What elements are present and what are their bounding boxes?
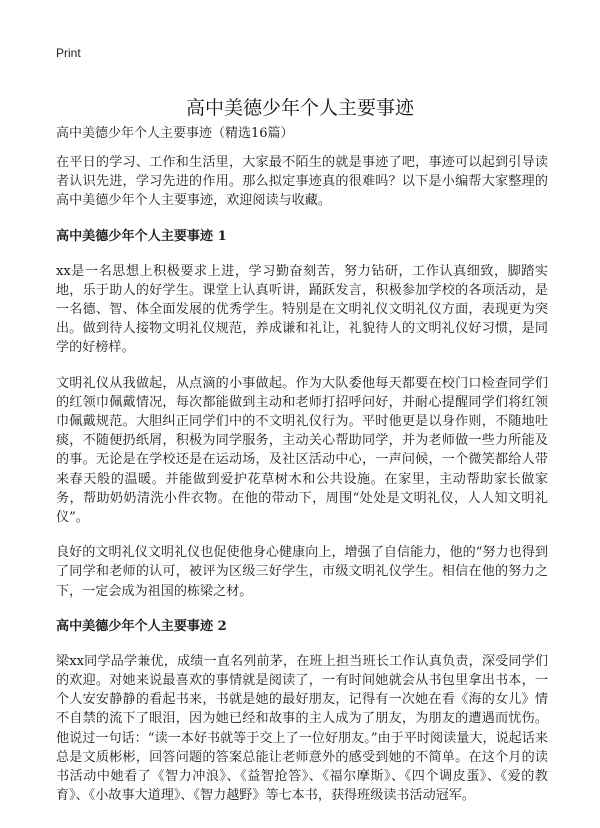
page-title: 高中美德少年个人主要事迹 — [185, 96, 414, 119]
section-paragraph: 梁xx同学品学兼优，成绩一直名列前茅，在班上担当班长工作认真负责，深受同学们的欢迎。对她来说最喜欢的事情就是阅读了，一有时间她就会从书包里拿出书本，一个人安安静静的看起书来，书就是她的最好朋友，记得有一次她在看《海的女儿》情不自禁的流下了眼泪，因为她已经和故事的主人成为了朋友，为朋友的遭遇而忧伤。他说过一句话：“读一本好书就等于交上了一位好朋友。”由于平时阅读量大，说起话来总是文质彬彬，回答问题的答案总能让老师意外的感受到她的不简单。在这个月的读书活动中她看了《智力冲浪》、《益智抢答》、《福尔摩斯》、《四个调皮蛋》、《爱的教育》、《小故事大道理》、《智力越野》等七本书，获得班级读书活动冠军。 — [56, 653, 548, 804]
section-heading: 高中美德少年个人主要事迹 2 — [56, 618, 227, 634]
section-paragraph: xx是一名思想上积极要求上进，学习勤奋刻苦，努力钻研，工作认真细致，脚踏实地，乐于助人的好学生。课堂上认真听讲，踊跃发言，积极参加学校的各项活动，是一名德、智、体全面发展的优秀学生。特别是在文明礼仪文明礼仪方面，表现更为突出。做到待人接物文明礼仪规范，养成谦和礼让，礼貌待人的文明礼仪好习惯，是同学的好榜样。 — [56, 263, 548, 356]
section-paragraph: 良好的文明礼仪文明礼仪也促使他身心健康向上，增强了自信能力，他的“努力也得到了同学和老师的认可，被评为区级三好学生，市级文明礼仪学生。相信在他的努力之下，一定会成为祖国的栋梁之材。 — [56, 545, 548, 599]
print-link[interactable]: Print — [56, 46, 81, 60]
section-paragraph: 文明礼仪从我做起，从点滴的小事做起。作为大队委他每天都要在校门口检查同学们的红领巾佩戴情况，每次都能做到主动和老师打招呼问好，并耐心提醒同学们将红领巾佩戴规范。大胆纠正同学们中的不文明礼仪行为。平时他更是以身作则，不随地吐痰，不随便扔纸屑，积极为同学服务，主动关心帮助同学，并为老师做一些力所能及的事。无论是在学校还是在运动场，及社区活动中心，一声问候，一个微笑都给人带来春天般的温暖。并能做到爱护花草树木和公共设施。在家里，主动帮助家长做家务，帮助奶奶清洗小件衣物。在他的带动下，周围“处处是文明礼仪，人人知文明礼仪”。 — [56, 375, 548, 526]
document-body — [56, 153, 548, 821]
intro-paragraph: 在平日的学习、工作和生活里，大家最不陌生的就是事迹了吧，事迹可以起到引导读者认识先进，学习先进的作用。那么拟定事迹真的很难吗？以下是小编帮大家整理的高中美德少年个人主要事迹，欢迎阅读与收藏。 — [56, 155, 548, 209]
section-heading: 高中美德少年个人主要事迹 1 — [56, 228, 227, 244]
document-subtitle: 高中美德少年个人主要事迹（精选16篇） — [56, 126, 294, 141]
